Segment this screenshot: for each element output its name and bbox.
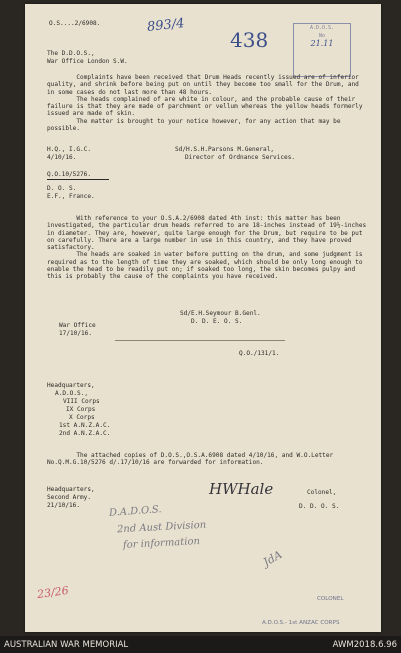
underline xyxy=(47,179,109,180)
reference-number-3: Q.O./131/1. xyxy=(239,350,280,357)
signature-2-origin: War Office xyxy=(59,322,96,329)
signature-3-date: 21/10/16. xyxy=(47,502,81,509)
handwritten-file-number: 893/4 xyxy=(146,16,186,35)
addressee-2-line-1: D. O. S. xyxy=(47,185,77,192)
signature-3-rank: Colonel, xyxy=(307,489,337,496)
signature-2-date: 17/10/16. xyxy=(59,330,93,337)
signature-2-title: D. D. E. O. S. xyxy=(191,318,243,325)
distribution-item: 1st A.N.Z.A.C. xyxy=(59,422,111,429)
letter-paragraph-2: With reference to your O.S.A.2/6908 dated 4th inst: this matter has been investigated, the particular drum heads referred to are 18-inches instead of 19½-inches in diameter. They are, however, quite large enough for the Drum, but require to be put on carefully. There are a large number in use in this country, and they have proved satisfactory. The heads are soaked in water before putting on the drum, and some judgment is required as to the length of time they are soaked, which should be only long enough to enable the head to be readily put on; if soaked too long, the skin becomes pulpy and this is probably the cause of the complaints you have received. xyxy=(47,215,367,281)
addressee-2-line-2: E.F., France. xyxy=(47,193,95,200)
distribution-item: Headquarters, xyxy=(47,382,95,389)
handwritten-signature: HWHale xyxy=(209,480,274,498)
stamp-date: 21.11 xyxy=(310,39,334,48)
reference-number-2: Q.O.10/5276. xyxy=(47,171,92,178)
divider xyxy=(115,340,285,341)
distribution-item: A.D.O.S., xyxy=(55,390,89,397)
signature-3-origin: Headquarters, xyxy=(47,486,95,493)
pencil-folio-number: 23/26 xyxy=(36,583,70,602)
distribution-item: 2nd A.N.Z.A.C. xyxy=(59,430,111,437)
signature-2-name: Sd/E.H.Seymour B.Genl. xyxy=(180,310,261,317)
archive-name: AUSTRALIAN WAR MEMORIAL xyxy=(4,640,129,650)
signature-1-title: Director of Ordnance Services. xyxy=(185,154,296,161)
letter-paragraph-1: Complaints have been received that Drum Heads recently issued are of inferior quality, and shrink before being put on until they become too small for the Drum, and in some cases do not last more than 48 hours. The heads complained of are white in colour, and the probable cause of their failure is that they are made of parchment or vellum whereas the yellow heads formerly issued are made of skin. The matter is brought to your notice however, for any action that may be possible. xyxy=(47,74,363,133)
pencil-note-line-2: 2nd Aust Division xyxy=(116,519,207,536)
pencil-note-line-1: D.A.D.O.S. xyxy=(108,504,162,519)
archive-accession-number: AWM2018.6.96 xyxy=(332,640,397,650)
colonel-stamp: COLONEL xyxy=(317,596,344,602)
signature-3-title: D. D. O. S. xyxy=(299,503,340,510)
signature-3-army: Second Army. xyxy=(47,494,92,501)
handwritten-register-number: 438 xyxy=(230,28,269,52)
signature-1-name: Sd/H.S.H.Parsons M.General, xyxy=(175,146,275,153)
stamp-line-2: No xyxy=(318,33,326,39)
forwarding-paragraph: The attached copies of D.O.S.,O.S.A.6908 dated 4/10/16, and W.O.Letter No.Q.M.G.10/5276 d/.17/10/16 are forwarded for information. xyxy=(47,452,337,467)
pencil-initials: JdA xyxy=(261,548,285,569)
signature-1-date: 4/10/16. xyxy=(47,154,77,161)
signature-1-origin: H.Q., I.G.C. xyxy=(47,146,92,153)
receipt-stamp xyxy=(293,23,351,77)
pencil-note-line-3: for information xyxy=(122,535,201,552)
archive-footer xyxy=(0,636,401,653)
distribution-item: IX Corps xyxy=(66,406,96,413)
stamp-line-1: A.D.O.S. xyxy=(309,25,335,31)
reference-number: O.S....2/6908. xyxy=(49,20,101,27)
distribution-item: VIII Corps xyxy=(63,398,100,405)
document-page xyxy=(25,4,381,632)
distribution-item: X Corps xyxy=(69,414,95,421)
addressee-line-1: The D.D.O.S., xyxy=(47,50,95,57)
addressee-line-2: War Office London S.W. xyxy=(47,58,128,65)
unit-stamp: A.D.O.S.- 1st ANZAC CORPS xyxy=(262,620,340,626)
